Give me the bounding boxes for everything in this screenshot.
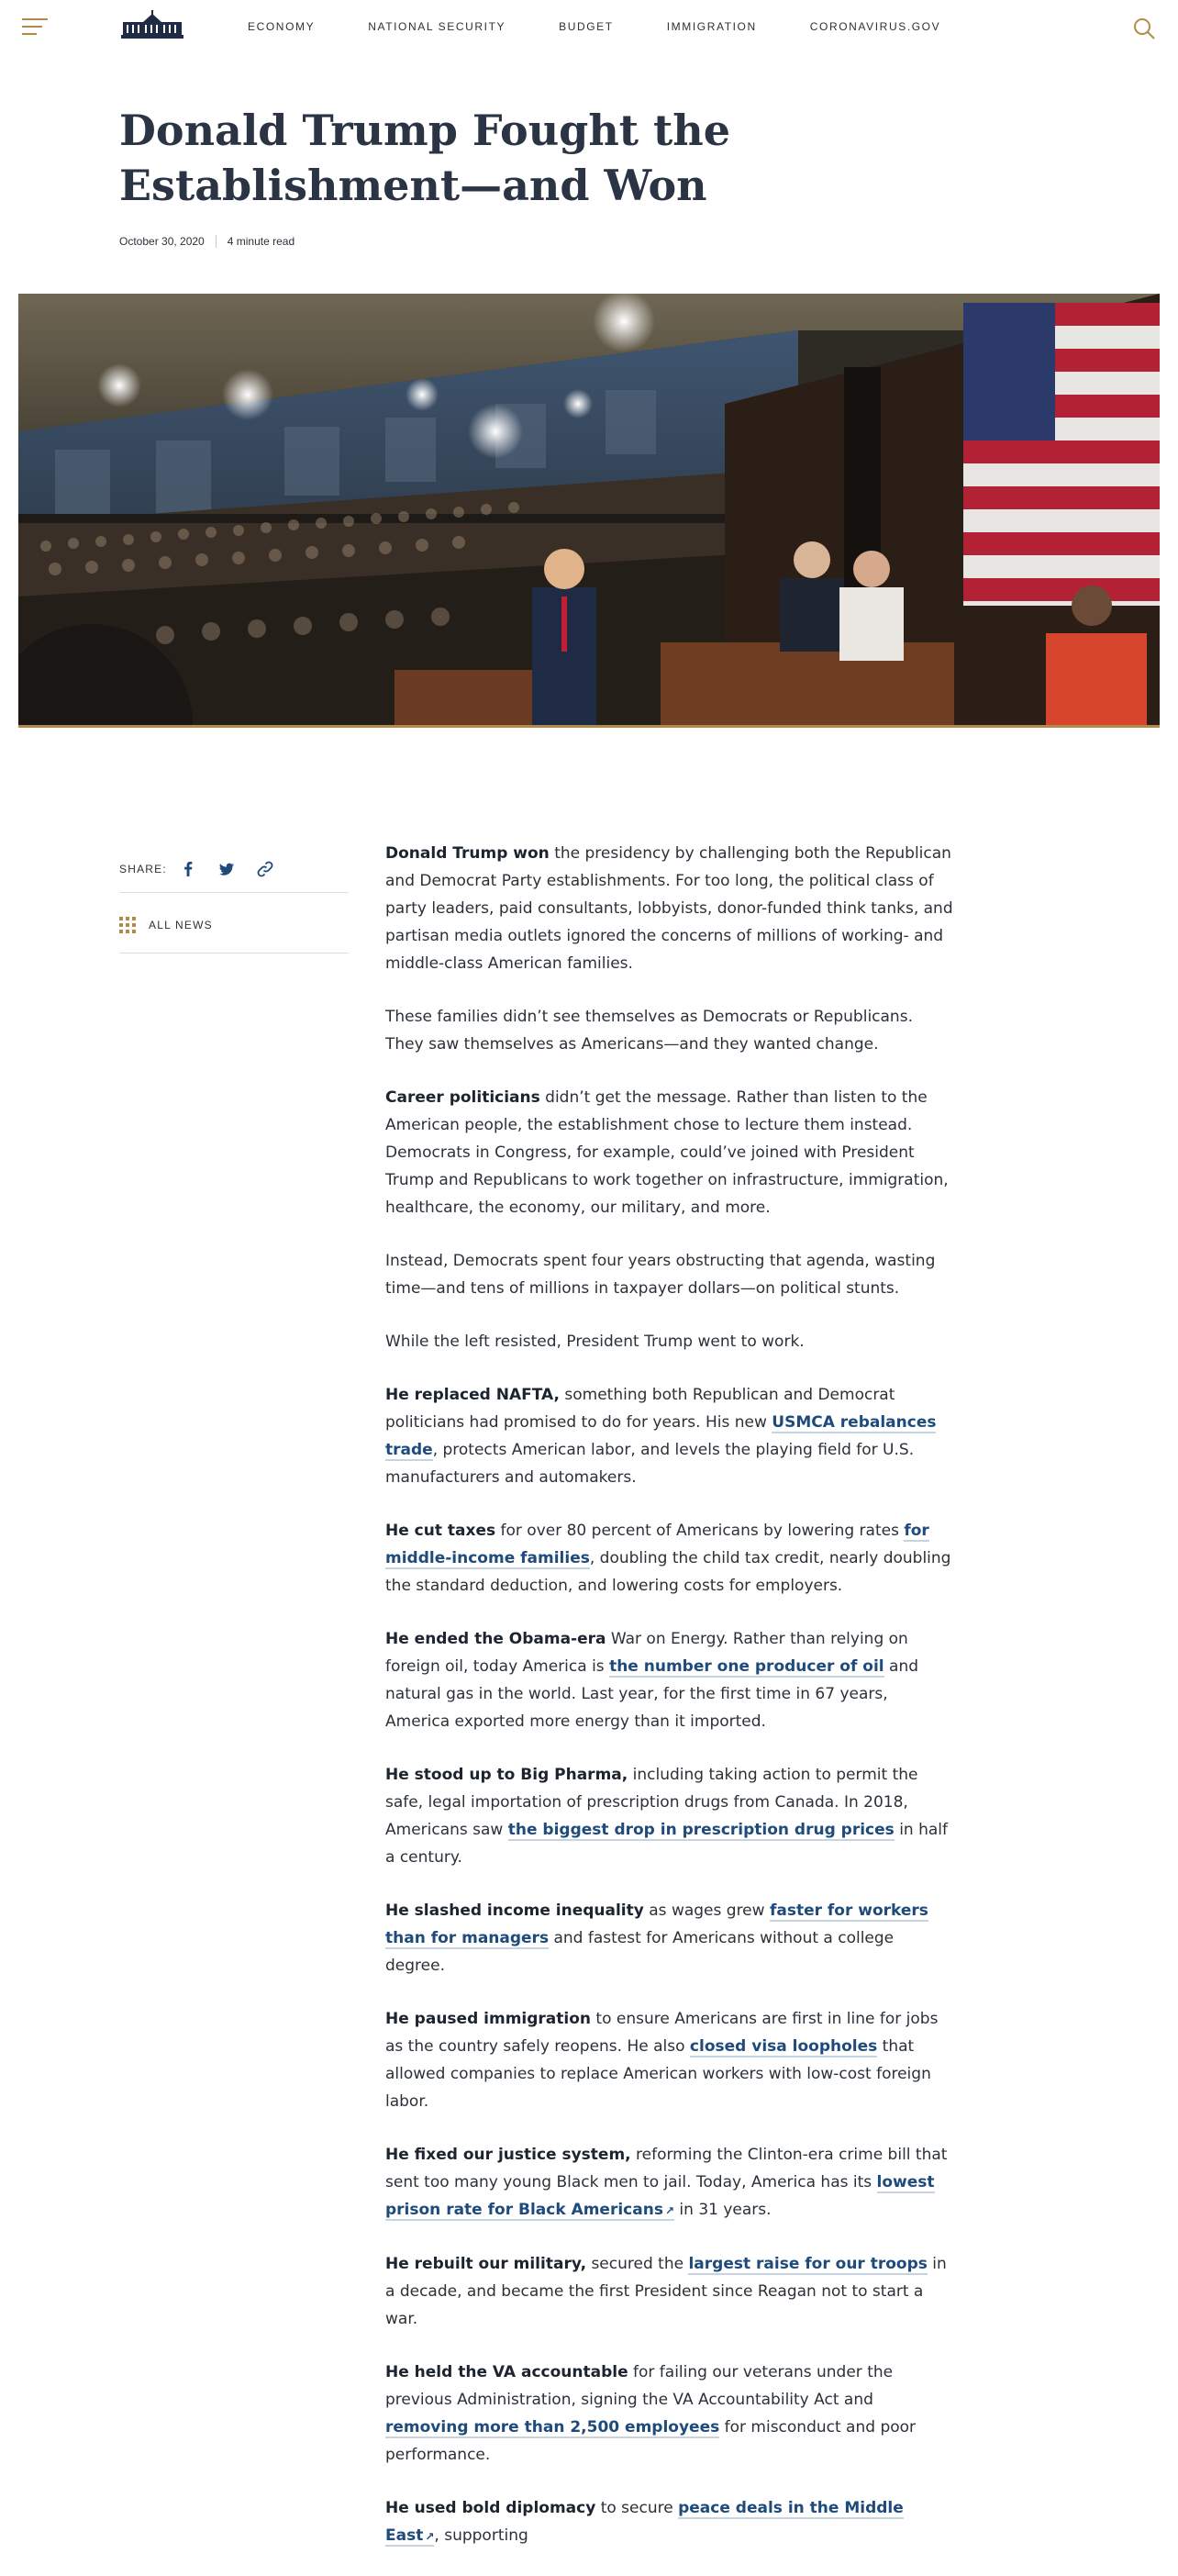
article-paragraph — [385, 1517, 954, 1600]
inline-link[interactable]: the biggest drop in prescription drug prices — [507, 1821, 895, 1839]
site-header — [0, 0, 1178, 55]
article-paragraph — [385, 2250, 954, 2333]
lead-phrase: Career politicians — [385, 1088, 540, 1107]
page-title: Donald Trump Fought the Establishment—and Won — [119, 106, 730, 210]
external-link-icon: ↗ — [664, 2204, 675, 2217]
lead-phrase: He slashed income inequality — [385, 1901, 644, 1920]
lead-phrase: He paused immigration — [385, 2010, 591, 2028]
paragraph-text: for misconduct and poor performance. — [385, 2418, 917, 2464]
paragraph-text: in a decade, and became the first President since Reagan not to start a war. — [385, 2255, 947, 2328]
publish-date: October 30, 2020 — [119, 235, 205, 248]
inline-link[interactable]: peace deals in the Middle East ↗ — [385, 2499, 904, 2545]
lead-phrase: Donald Trump won — [385, 844, 550, 863]
paragraph-text: didn’t get the message. Rather than listen to the American people, the establishment chose to lecture them instead. Democrats in Congress, for example, could’ve joined with President Trump and Republicans to work together on infrastructure, immigration, healthcare, the economy, our military, and more. — [385, 1088, 949, 1217]
article-paragraph — [385, 1761, 954, 1871]
hamburger-menu-icon[interactable] — [22, 18, 48, 37]
all-news-link[interactable] — [119, 898, 349, 953]
paragraph-text: as wages grew — [643, 1901, 770, 1920]
inline-link[interactable]: largest raise for our troops — [688, 2255, 928, 2273]
lead-phrase: He rebuilt our military, — [385, 2255, 587, 2273]
inline-link[interactable]: closed visa loopholes — [689, 2037, 878, 2056]
article-paragraph — [385, 2005, 954, 2115]
article-meta — [119, 235, 294, 248]
nav-economy[interactable]: ECONOMY — [248, 20, 316, 33]
paragraph-text: War on Energy. Rather than relying on foreign oil, today America is — [385, 1630, 908, 1676]
paragraph-text: for over 80 percent of Americans by lowering rates — [495, 1522, 905, 1540]
inline-link[interactable]: removing more than 2,500 employees — [385, 2418, 720, 2437]
all-news-label: ALL NEWS — [149, 919, 213, 931]
nav-budget[interactable]: BUDGET — [559, 20, 614, 33]
inline-link[interactable]: the number one producer of oil — [609, 1657, 884, 1676]
paragraph-text: While the left resisted, President Trump went to work. — [385, 1333, 805, 1351]
inline-link[interactable]: lowest prison rate for Black Americans ↗ — [385, 2173, 935, 2219]
inline-link[interactable]: USMCA rebalances trade — [385, 1413, 937, 1459]
white-house-logo[interactable] — [119, 9, 185, 42]
paragraph-text: the presidency by challenging both the Republican and Democrat Party establishments. For too long, the political class of party leaders, paid consultants, lobbyists, donor-funded think tanks, and partisan media outlets ignored the concerns of millions of working- and middle-class American families. — [385, 844, 953, 973]
paragraph-text: to ensure Americans are first in line for jobs as the country safely reopens. He also — [385, 2010, 939, 2056]
share-label: SHARE: — [119, 863, 167, 875]
lead-phrase: He replaced NAFTA, — [385, 1386, 560, 1404]
article-paragraph — [385, 2494, 954, 2550]
paragraph-text: , supporting — [434, 2526, 528, 2545]
nav-coronavirus[interactable]: CORONAVIRUS.GOV — [809, 20, 941, 33]
external-link-icon: ↗ — [425, 2530, 435, 2543]
article-paragraph — [385, 840, 954, 977]
lead-phrase: He used bold diplomacy — [385, 2499, 596, 2517]
paragraph-text: in half a century. — [385, 1821, 949, 1867]
read-time: 4 minute read — [227, 235, 295, 248]
grid-icon — [119, 917, 136, 933]
lead-phrase: He fixed our justice system, — [385, 2146, 631, 2164]
paragraph-text: These families didn’t see themselves as Democrats or Republicans. They saw themselves as Americans—and they wanted change. — [385, 1008, 913, 1054]
lead-phrase: He stood up to Big Pharma, — [385, 1766, 628, 1784]
inline-link[interactable]: for middle-income families — [385, 1522, 929, 1567]
paragraph-text: , protects American labor, and levels the playing field for U.S. manufacturers and automakers. — [385, 1441, 915, 1487]
lead-phrase: He held the VA accountable — [385, 2363, 628, 2381]
search-icon[interactable] — [1132, 17, 1156, 40]
paragraph-text: in 31 years. — [674, 2201, 772, 2219]
paragraph-text: and fastest for Americans without a college degree. — [385, 1929, 895, 1975]
lead-phrase: He cut taxes — [385, 1522, 496, 1540]
paragraph-text: something both Republican and Democrat politicians had promised to do for years. His new — [385, 1386, 895, 1432]
article-paragraph — [385, 1897, 954, 1979]
article-body — [385, 840, 954, 2576]
article-paragraph — [385, 1003, 954, 1058]
paragraph-text: reforming the Clinton-era crime bill that sent too many young Black men to jail. Today, America has its — [385, 2146, 948, 2191]
article-paragraph — [385, 1381, 954, 1491]
article-paragraph — [385, 2359, 954, 2469]
article-paragraph — [385, 1328, 954, 1355]
paragraph-text: , doubling the child tax credit, nearly doubling the standard deduction, and lowering costs for employers. — [385, 1549, 951, 1595]
nav-immigration[interactable]: IMMIGRATION — [666, 20, 757, 33]
paragraph-text: and natural gas in the world. Last year, for the first time in 67 years, America exported more energy than it imported. — [385, 1657, 919, 1731]
article-paragraph — [385, 1247, 954, 1302]
paragraph-text: Instead, Democrats spent four years obstructing that agenda, wasting time—and tens of millions in taxpayer dollars—on political stunts. — [385, 1252, 936, 1298]
paragraph-text: that allowed companies to replace American workers with low-cost foreign labor. — [385, 2037, 931, 2111]
share-bar — [119, 846, 349, 893]
article-paragraph — [385, 2141, 954, 2225]
paragraph-text: for failing our veterans under the previous Administration, signing the VA Accountability Act and — [385, 2363, 894, 2409]
paragraph-text: secured the — [586, 2255, 689, 2273]
article-paragraph — [385, 1625, 954, 1735]
nav-national-security[interactable]: NATIONAL SECURITY — [368, 20, 506, 33]
main-nav — [248, 20, 940, 33]
twitter-icon[interactable] — [217, 859, 237, 879]
hero-image — [18, 294, 1160, 728]
paragraph-text: including taking action to permit the safe, legal importation of prescription drugs from Canada. In 2018, Americans saw — [385, 1766, 918, 1839]
paragraph-text: to secure — [595, 2499, 679, 2517]
lead-phrase: He ended the Obama-era — [385, 1630, 606, 1648]
article-paragraph — [385, 1084, 954, 1221]
facebook-icon[interactable] — [178, 859, 198, 879]
link-icon[interactable] — [255, 859, 275, 879]
meta-divider — [216, 235, 217, 248]
inline-link[interactable]: faster for workers than for managers — [385, 1901, 928, 1947]
